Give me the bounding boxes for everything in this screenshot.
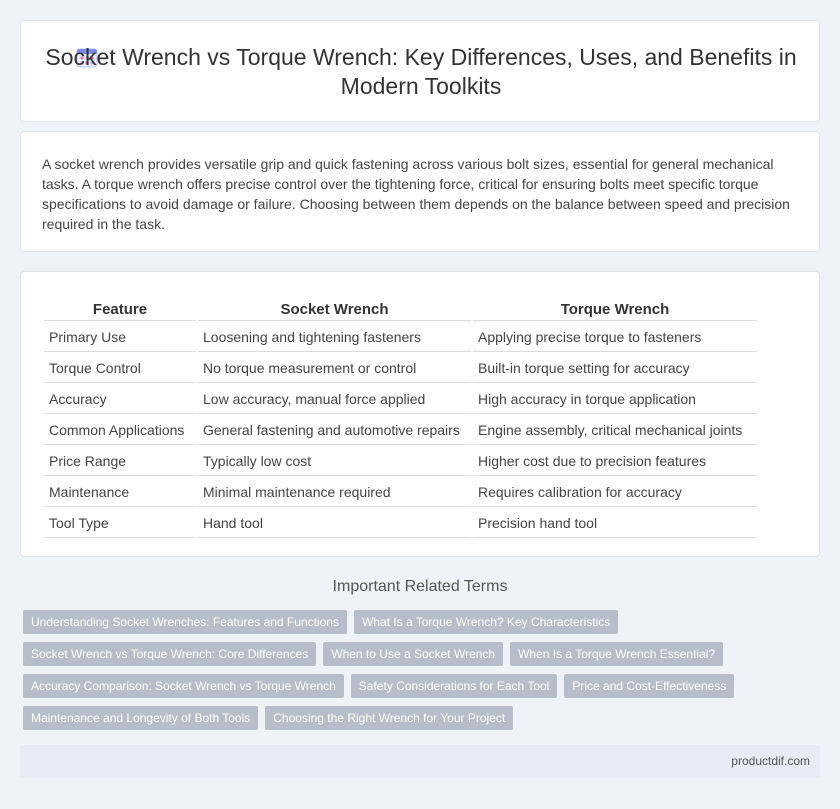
socket-wrench-cell: No torque measurement or control <box>198 354 471 383</box>
tag-row <box>23 674 823 698</box>
related-term-link[interactable]: Understanding Socket Wrenches: Features and Functions <box>23 610 347 634</box>
related-term-link[interactable]: Price and Cost-Effectiveness <box>564 674 734 698</box>
related-terms-title: Important Related Terms <box>332 578 508 595</box>
intro-paragraph: A socket wrench provides versatile grip and quick fastening across various bolt sizes, essential for general mechanical tasks. A torque wrench offers precise control over the tightening force, critical for ensuring bolts meet specific torque specifications to avoid damage or failure. Choosing between them depends on the balance between speed and precision required in the task. <box>42 156 790 232</box>
page-title: Socket Wrench vs Torque Wrench: Key Differences, Uses, and Benefits in Modern Toolkits <box>45 44 797 99</box>
table-row <box>44 354 757 383</box>
comparison-card <box>20 271 820 557</box>
torque-wrench-cell: Engine assembly, critical mechanical joints <box>473 416 757 445</box>
related-term-link[interactable]: Accuracy Comparison: Socket Wrench vs Torque Wrench <box>23 674 344 698</box>
footer-site-name: productdif.com <box>731 754 810 768</box>
socket-wrench-cell: Minimal maintenance required <box>198 478 471 507</box>
header-socket-wrench: Socket Wrench <box>198 294 471 321</box>
feature-cell: Tool Type <box>44 509 196 538</box>
socket-wrench-cell: General fastening and automotive repairs <box>198 416 471 445</box>
comparison-table <box>42 292 759 540</box>
related-term-link[interactable]: Socket Wrench vs Torque Wrench: Core Differences <box>23 642 316 666</box>
socket-wrench-cell: Typically low cost <box>198 447 471 476</box>
related-terms-list <box>23 610 823 738</box>
torque-wrench-cell: Requires calibration for accuracy <box>473 478 757 507</box>
related-term-link[interactable]: Choosing the Right Wrench for Your Project <box>265 706 513 730</box>
table-row <box>44 416 757 445</box>
feature-cell: Accuracy <box>44 385 196 414</box>
tag-row <box>23 642 823 666</box>
header-card <box>20 20 820 122</box>
table-row <box>44 478 757 507</box>
related-term-link[interactable]: Maintenance and Longevity of Both Tools <box>23 706 258 730</box>
torque-wrench-cell: High accuracy in torque application <box>473 385 757 414</box>
table-row <box>44 385 757 414</box>
footer-bar <box>20 745 820 778</box>
header-torque-wrench: Torque Wrench <box>473 294 757 321</box>
socket-wrench-cell: Loosening and tightening fasteners <box>198 323 471 352</box>
related-term-link[interactable]: When Is a Torque Wrench Essential? <box>510 642 723 666</box>
feature-cell: Common Applications <box>44 416 196 445</box>
table-row <box>44 447 757 476</box>
torque-wrench-cell: Precision hand tool <box>473 509 757 538</box>
intro-card <box>20 131 820 252</box>
feature-cell: Maintenance <box>44 478 196 507</box>
feature-cell: Primary Use <box>44 323 196 352</box>
table-row <box>44 509 757 538</box>
related-term-link[interactable]: Safety Considerations for Each Tool <box>351 674 558 698</box>
tag-row <box>23 610 823 634</box>
torque-wrench-cell: Higher cost due to precision features <box>473 447 757 476</box>
feature-cell: Torque Control <box>44 354 196 383</box>
header-feature: Feature <box>44 294 196 321</box>
table-header-row <box>44 294 757 321</box>
feature-cell: Price Range <box>44 447 196 476</box>
torque-wrench-cell: Applying precise torque to fasteners <box>473 323 757 352</box>
tag-row <box>23 706 823 730</box>
table-row <box>44 323 757 352</box>
socket-wrench-cell: Low accuracy, manual force applied <box>198 385 471 414</box>
socket-wrench-cell: Hand tool <box>198 509 471 538</box>
related-term-link[interactable]: When to Use a Socket Wrench <box>323 642 503 666</box>
torque-wrench-cell: Built-in torque setting for accuracy <box>473 354 757 383</box>
related-term-link[interactable]: What Is a Torque Wrench? Key Characteristics <box>354 610 618 634</box>
